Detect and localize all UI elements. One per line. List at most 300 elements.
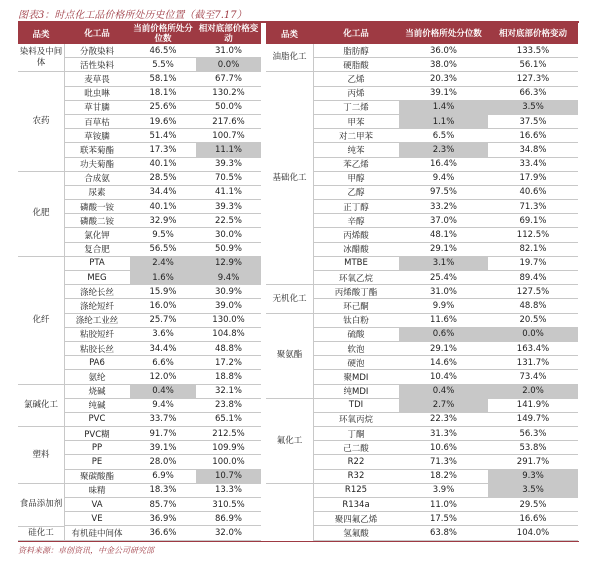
product-cell: 粘胶短纤 (64, 327, 130, 341)
percentile-cell: 25.4% (399, 271, 488, 285)
table-row (313, 398, 578, 412)
percentile-cell: 18.2% (399, 469, 488, 483)
change-cell: 50.9% (196, 242, 261, 256)
product-cell: R22 (313, 455, 399, 469)
product-cell: TDI (313, 398, 399, 412)
product-cell: 丙烯酸 (313, 228, 399, 242)
table-row (64, 512, 261, 526)
percentile-cell: 63.8% (399, 526, 488, 540)
percentile-cell: 9.4% (399, 171, 488, 185)
percentile-cell: 1.4% (399, 100, 488, 114)
table-row (313, 483, 578, 497)
table-row (64, 356, 261, 370)
change-cell: 33.4% (488, 157, 578, 171)
product-cell: 脂肪醇 (313, 44, 399, 58)
product-cell: 涤纶工业丝 (64, 313, 130, 327)
right-table-body (313, 44, 578, 540)
product-cell: 正丁醇 (313, 200, 399, 214)
table-row (64, 256, 261, 270)
percentile-cell: 36.6% (130, 526, 196, 540)
table-row (313, 242, 578, 256)
change-cell: 0.0% (488, 327, 578, 341)
table-row (64, 327, 261, 341)
product-cell: 纯MDI (313, 384, 399, 398)
change-cell: 104.0% (488, 526, 578, 540)
change-cell: 3.5% (488, 100, 578, 114)
table-row (313, 427, 578, 441)
table-row (64, 114, 261, 128)
change-cell: 16.6% (488, 129, 578, 143)
change-cell: 212.5% (196, 427, 261, 441)
product-cell: 氢氟酸 (313, 526, 399, 540)
change-cell: 3.5% (488, 483, 578, 497)
table-row (64, 157, 261, 171)
change-cell: 69.1% (488, 214, 578, 228)
change-cell: 17.9% (488, 171, 578, 185)
product-cell: VE (64, 512, 130, 526)
percentile-cell: 10.6% (399, 441, 488, 455)
table-row (313, 498, 578, 512)
percentile-cell: 18.1% (130, 86, 196, 100)
percentile-cell: 28.0% (130, 455, 196, 469)
left-table-body (64, 44, 261, 540)
change-cell: 37.5% (488, 114, 578, 128)
table-row (313, 341, 578, 355)
change-cell: 39.0% (196, 299, 261, 313)
product-cell: 复合肥 (64, 242, 130, 256)
table-row (313, 384, 578, 398)
table-row (313, 412, 578, 426)
percentile-cell: 6.6% (130, 356, 196, 370)
percentile-cell: 3.6% (130, 327, 196, 341)
percentile-cell: 33.2% (399, 200, 488, 214)
product-cell: 氨纶 (64, 370, 130, 384)
product-cell: 分散染料 (64, 44, 130, 58)
category-cell: 染料及中间体 (18, 44, 64, 72)
table-row (64, 341, 261, 355)
change-cell: 9.3% (488, 469, 578, 483)
percentile-cell: 85.7% (130, 498, 196, 512)
right-product-header: 化工品 (313, 23, 399, 44)
percentile-cell: 31.0% (399, 285, 488, 299)
percentile-cell: 91.7% (130, 427, 196, 441)
percentile-cell: 2.3% (399, 143, 488, 157)
right-price-table (313, 23, 578, 541)
left-product-header: 化工品 (64, 23, 130, 44)
percentile-cell: 51.4% (130, 129, 196, 143)
percentile-cell: 39.1% (130, 441, 196, 455)
percentile-cell: 46.5% (130, 44, 196, 58)
percentile-cell: 18.3% (130, 483, 196, 497)
left-header-row (64, 23, 261, 44)
product-cell: 硫酸 (313, 327, 399, 341)
change-cell: 127.5% (488, 285, 578, 299)
product-cell: 涤纶短纤 (64, 299, 130, 313)
table-row (64, 526, 261, 540)
left-category-header: 品类 (18, 23, 64, 44)
table-row (64, 242, 261, 256)
category-cell: 基础化工 (266, 72, 313, 285)
table-row (313, 86, 578, 100)
percentile-cell: 28.5% (130, 171, 196, 185)
change-cell: 48.8% (196, 341, 261, 355)
table-row (64, 58, 261, 72)
change-cell: 11.1% (196, 143, 261, 157)
change-cell: 141.9% (488, 398, 578, 412)
table-row (64, 228, 261, 242)
product-cell: 联苯菊酯 (64, 143, 130, 157)
change-cell: 67.7% (196, 72, 261, 86)
percentile-cell: 11.0% (399, 498, 488, 512)
percentile-cell: 71.3% (399, 455, 488, 469)
category-cell: 食品添加剂 (18, 484, 64, 527)
change-cell: 65.1% (196, 412, 261, 426)
change-cell: 29.5% (488, 498, 578, 512)
product-cell: PVC (64, 412, 130, 426)
percentile-cell: 22.3% (399, 412, 488, 426)
table-row (64, 200, 261, 214)
change-cell: 32.1% (196, 384, 261, 398)
change-cell: 131.7% (488, 356, 578, 370)
percentile-cell: 31.3% (399, 427, 488, 441)
percentile-cell: 36.9% (130, 512, 196, 526)
change-cell: 48.8% (488, 299, 578, 313)
percentile-cell: 32.9% (130, 214, 196, 228)
table-row (64, 86, 261, 100)
product-cell: PP (64, 441, 130, 455)
change-cell: 34.8% (488, 143, 578, 157)
table-row (64, 271, 261, 285)
figure-title: 图表3：时点化工品价格所处历史位置（截至7.17） (18, 10, 247, 21)
table-row (313, 185, 578, 199)
product-cell: 合成氨 (64, 171, 130, 185)
product-cell: PA6 (64, 356, 130, 370)
percentile-cell: 17.5% (399, 512, 488, 526)
table-row (313, 200, 578, 214)
table-row (313, 299, 578, 313)
table-row (64, 185, 261, 199)
table-row (313, 228, 578, 242)
table-row (313, 356, 578, 370)
percentile-cell: 3.1% (399, 256, 488, 270)
change-cell: 10.7% (196, 469, 261, 483)
right-category-header: 品类 (266, 23, 313, 44)
change-cell: 22.5% (196, 214, 261, 228)
change-cell: 310.5% (196, 498, 261, 512)
change-cell: 82.1% (488, 242, 578, 256)
category-cell: 氟化工 (266, 399, 313, 484)
product-cell: 烧碱 (64, 384, 130, 398)
change-cell: 163.4% (488, 341, 578, 355)
percentile-cell: 10.4% (399, 370, 488, 384)
percentile-cell: 37.0% (399, 214, 488, 228)
percentile-cell: 6.5% (399, 129, 488, 143)
change-cell: 20.5% (488, 313, 578, 327)
product-cell: 味精 (64, 483, 130, 497)
percentile-cell: 16.0% (130, 299, 196, 313)
table-row (313, 100, 578, 114)
product-cell: 丁二烯 (313, 100, 399, 114)
product-cell: 对二甲苯 (313, 129, 399, 143)
percentile-cell: 9.5% (130, 228, 196, 242)
product-cell: 己二酸 (313, 441, 399, 455)
table-row (313, 256, 578, 270)
table-row (313, 214, 578, 228)
product-cell: R134a (313, 498, 399, 512)
table-row (64, 427, 261, 441)
left-percentile-header: 当前价格所处分位数 (130, 23, 196, 44)
change-cell: 109.9% (196, 441, 261, 455)
product-cell: 纯碱 (64, 398, 130, 412)
product-cell: 钛白粉 (313, 313, 399, 327)
percentile-cell: 3.9% (399, 483, 488, 497)
table-row (64, 44, 261, 58)
change-cell: 130.2% (196, 86, 261, 100)
change-cell: 56.3% (488, 427, 578, 441)
table-row (64, 370, 261, 384)
table-row (313, 285, 578, 299)
change-cell: 2.0% (488, 384, 578, 398)
change-cell: 30.9% (196, 285, 261, 299)
change-cell: 133.5% (488, 44, 578, 58)
change-cell: 217.6% (196, 114, 261, 128)
percentile-cell: 34.4% (130, 341, 196, 355)
percentile-cell: 2.4% (130, 256, 196, 270)
product-cell: 乙醇 (313, 185, 399, 199)
percentile-cell: 39.1% (399, 86, 488, 100)
table-row (313, 313, 578, 327)
change-cell: 50.0% (196, 100, 261, 114)
table-row (64, 129, 261, 143)
table-row (313, 58, 578, 72)
category-cell: 氯碱化工 (18, 385, 64, 428)
product-cell: 吡虫啉 (64, 86, 130, 100)
percentile-cell: 2.7% (399, 398, 488, 412)
table-row (313, 327, 578, 341)
category-cell: 塑料 (18, 427, 64, 484)
category-cell: 油脂化工 (266, 44, 313, 72)
product-cell: 辛醇 (313, 214, 399, 228)
product-cell: PTA (64, 256, 130, 270)
table-row (313, 526, 578, 540)
table-row (313, 455, 578, 469)
product-cell: 活性染料 (64, 58, 130, 72)
percentile-cell: 58.1% (130, 72, 196, 86)
table-row (64, 171, 261, 185)
table-row (64, 214, 261, 228)
product-cell: 聚四氟乙烯 (313, 512, 399, 526)
product-cell: 磷酸二铵 (64, 214, 130, 228)
percentile-cell: 17.3% (130, 143, 196, 157)
table-row (313, 171, 578, 185)
category-cell: 化肥 (18, 172, 64, 257)
change-cell: 89.4% (488, 271, 578, 285)
category-cell: 硅化工 (18, 527, 64, 541)
change-cell: 66.3% (488, 86, 578, 100)
percentile-cell: 97.5% (399, 185, 488, 199)
product-cell: 草铵膦 (64, 129, 130, 143)
percentile-cell: 16.4% (399, 157, 488, 171)
product-cell: 丙烯 (313, 86, 399, 100)
right-change-header: 相对底部价格变动 (488, 23, 578, 44)
percentile-cell: 29.1% (399, 242, 488, 256)
percentile-cell: 29.1% (399, 341, 488, 355)
change-cell: 13.3% (196, 483, 261, 497)
product-cell: PE (64, 455, 130, 469)
left-category-divider (64, 44, 65, 541)
table-row (313, 114, 578, 128)
right-category-divider (313, 44, 314, 541)
product-cell: 环氧乙烷 (313, 271, 399, 285)
product-cell: 尿素 (64, 185, 130, 199)
table-row (313, 129, 578, 143)
percentile-cell: 33.7% (130, 412, 196, 426)
right-percentile-header: 当前价格所处分位数 (399, 23, 488, 44)
percentile-cell: 38.0% (399, 58, 488, 72)
table-row (64, 498, 261, 512)
category-cell: 农药 (18, 72, 64, 171)
table-row (64, 441, 261, 455)
percentile-cell: 19.6% (130, 114, 196, 128)
table-row (64, 72, 261, 86)
product-cell: 冰醋酸 (313, 242, 399, 256)
change-cell: 18.8% (196, 370, 261, 384)
product-cell: 涤纶长丝 (64, 285, 130, 299)
table-row (313, 441, 578, 455)
table-row (313, 157, 578, 171)
product-cell: 硬泡 (313, 356, 399, 370)
table-row (64, 100, 261, 114)
product-cell: 乙烯 (313, 72, 399, 86)
percentile-cell: 9.9% (399, 299, 488, 313)
table-row (64, 412, 261, 426)
change-cell: 32.0% (196, 526, 261, 540)
percentile-cell: 0.6% (399, 327, 488, 341)
product-cell: 百草枯 (64, 114, 130, 128)
change-cell: 0.0% (196, 58, 261, 72)
change-cell: 70.5% (196, 171, 261, 185)
product-cell: 甲苯 (313, 114, 399, 128)
product-cell: 聚碳酸酯 (64, 469, 130, 483)
change-cell: 23.8% (196, 398, 261, 412)
table-row (64, 483, 261, 497)
table-row (64, 313, 261, 327)
product-cell: 苯乙烯 (313, 157, 399, 171)
percentile-cell: 36.0% (399, 44, 488, 58)
product-cell: 聚MDI (313, 370, 399, 384)
product-cell: 功夫菊酯 (64, 157, 130, 171)
change-cell: 127.3% (488, 72, 578, 86)
change-cell: 12.9% (196, 256, 261, 270)
percentile-cell: 56.5% (130, 242, 196, 256)
change-cell: 291.7% (488, 455, 578, 469)
change-cell: 86.9% (196, 512, 261, 526)
category-cell: 聚氨酯 (266, 314, 313, 399)
product-cell: 粘胶长丝 (64, 341, 130, 355)
table-row (64, 455, 261, 469)
percentile-cell: 20.3% (399, 72, 488, 86)
percentile-cell: 0.4% (130, 384, 196, 398)
product-cell: 甲醇 (313, 171, 399, 185)
change-cell: 149.7% (488, 412, 578, 426)
table-row (313, 469, 578, 483)
product-cell: MEG (64, 271, 130, 285)
product-cell: 有机硅中间体 (64, 526, 130, 540)
change-cell: 100.0% (196, 455, 261, 469)
table-row (64, 285, 261, 299)
change-cell: 100.7% (196, 129, 261, 143)
percentile-cell: 11.6% (399, 313, 488, 327)
bottom-rule (18, 541, 579, 542)
category-cell: 无机化工 (266, 285, 313, 313)
product-cell: MTBE (313, 256, 399, 270)
change-cell: 71.3% (488, 200, 578, 214)
change-cell: 9.4% (196, 271, 261, 285)
product-cell: 环氧丙烷 (313, 412, 399, 426)
source-note: 资料来源：卓创资讯，中金公司研究部 (18, 546, 154, 555)
left-change-header: 相对底部价格变动 (196, 23, 261, 44)
percentile-cell: 40.1% (130, 200, 196, 214)
percentile-cell: 0.4% (399, 384, 488, 398)
change-cell: 112.5% (488, 228, 578, 242)
table-row (313, 512, 578, 526)
category-cell: 化纤 (18, 257, 64, 385)
product-cell: 草甘膦 (64, 100, 130, 114)
product-cell: 软泡 (313, 341, 399, 355)
change-cell: 40.6% (488, 185, 578, 199)
percentile-cell: 1.1% (399, 114, 488, 128)
table-row (313, 271, 578, 285)
table-row (313, 143, 578, 157)
change-cell: 39.3% (196, 157, 261, 171)
right-header-row (313, 23, 578, 44)
percentile-cell: 34.4% (130, 185, 196, 199)
left-price-table (64, 23, 261, 541)
table-row (64, 398, 261, 412)
product-cell: PVC糊 (64, 427, 130, 441)
product-cell: 纯苯 (313, 143, 399, 157)
change-cell: 19.7% (488, 256, 578, 270)
product-cell: R32 (313, 469, 399, 483)
table-row (64, 384, 261, 398)
percentile-cell: 14.6% (399, 356, 488, 370)
table-row (313, 370, 578, 384)
change-cell: 17.2% (196, 356, 261, 370)
table-row (313, 44, 578, 58)
table-row (313, 72, 578, 86)
product-cell: 磷酸一铵 (64, 200, 130, 214)
product-cell: VA (64, 498, 130, 512)
change-cell: 16.6% (488, 512, 578, 526)
percentile-cell: 48.1% (399, 228, 488, 242)
product-cell: 丁酮 (313, 427, 399, 441)
product-cell: 丙烯酸丁酯 (313, 285, 399, 299)
percentile-cell: 15.9% (130, 285, 196, 299)
change-cell: 130.0% (196, 313, 261, 327)
percentile-cell: 1.6% (130, 271, 196, 285)
table-row (64, 299, 261, 313)
change-cell: 31.0% (196, 44, 261, 58)
change-cell: 53.8% (488, 441, 578, 455)
table-row (64, 143, 261, 157)
percentile-cell: 6.9% (130, 469, 196, 483)
percentile-cell: 40.1% (130, 157, 196, 171)
percentile-cell: 9.4% (130, 398, 196, 412)
product-cell: 麦草畏 (64, 72, 130, 86)
change-cell: 41.1% (196, 185, 261, 199)
change-cell: 56.1% (488, 58, 578, 72)
percentile-cell: 25.6% (130, 100, 196, 114)
